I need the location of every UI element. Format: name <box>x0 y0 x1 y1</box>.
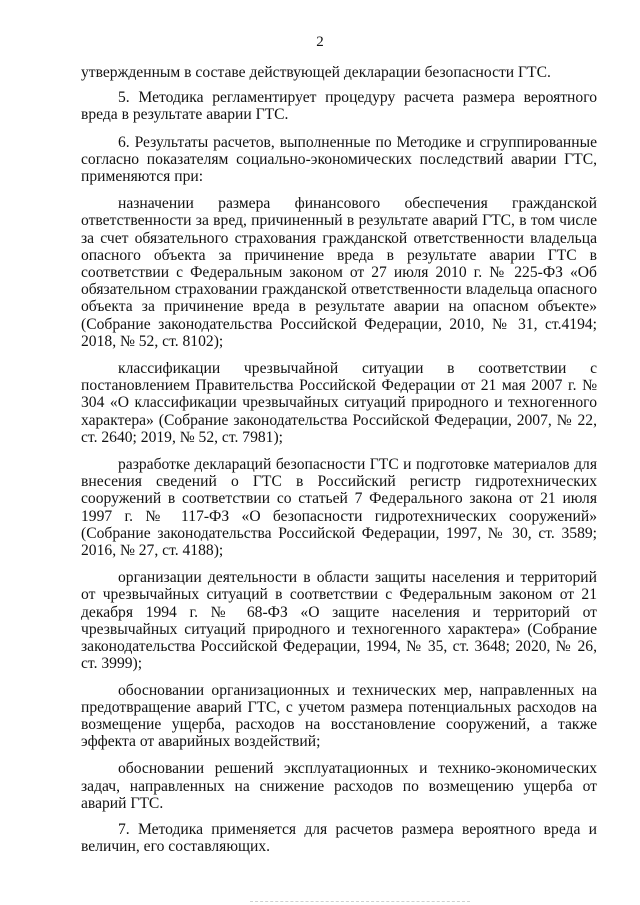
paragraph-insurance: назначении размера финансового обеспечения гражданской ответственности за вред, причиненный в результате аварий ГТС, в том числе за счет обязательного страхования гражданской ответственности владельца опасного объекта за причинение вреда в результате аварии ГТС в соответствии с Федеральным законом от 27 июля 2010 г. № 225-ФЗ «Об обязательном страховании гражданской ответственности владельца опасного объекта за причинение вреда в результате аварии на опасном объекте» (Собрание законодательства Российской Федерации, 2010, № 31, ст.4194; 2018, № 52, ст. 8102); <box>81 195 597 350</box>
paragraph-item-7: 7. Методика применяется для расчетов размера вероятного вреда и величин, его составляющих. <box>81 820 597 856</box>
page-number: 2 <box>316 34 324 50</box>
paragraph-operational-decisions: обосновании решений эксплуатационных и технико-экономических задач, направленных на снижение расходов по возмещению ущерба от аварий ГТС. <box>81 760 597 812</box>
paragraph-continuation: утвержденным в составе действующей декларации безопасности ГТС. <box>81 64 551 81</box>
document-body <box>81 64 597 855</box>
paragraph-emergency-classification: классификации чрезвычайной ситуации в соответствии с постановлением Правительства Российской Федерации от 21 мая 2007 г. № 304 «О классификации чрезвычайных ситуаций природного и техногенного характера» (Собрание законодательства Российской Федерации, 2007, № 22, ст. 2640; 2019, № 52, ст. 7981); <box>81 360 597 446</box>
paragraph-item-6: 6. Результаты расчетов, выполненные по Методике и сгруппированные согласно показателям социально-экономических последствий аварии ГТС, применяются при: <box>81 133 597 186</box>
paragraph-population-protection: организации деятельности в области защиты населения и территорий от чрезвычайных ситуаций в соответствии с Федеральным законом от 21 декабря 1994 г. № 68-ФЗ «О защите населения и территорий от чрезвычайных ситуаций природного и техногенного характера» (Собрание законодательства Российской Федерации, 1994, № 35, ст. 3648; 2020, № 26, ст. 3999); <box>81 569 597 673</box>
paragraph-safety-declarations: разработке деклараций безопасности ГТС и подготовке материалов для внесения сведений о ГТС в Российский регистр гидротехнических сооружений в соответствии со статьей 7 Федерального закона от 21 июля 1997 г. № 117-ФЗ «О безопасности гидротехнических сооружений» (Собрание законодательства Российской Федерации, 1997, № 30, ст. 3589; 2016, № 27, ст. 4188); <box>81 456 597 560</box>
paragraph-organizational-measures: обосновании организационных и технических мер, направленных на предотвращение аварий ГТС, с учетом размера потенциальных расходов на возмещение ущерба, расходов на восстановление сооружений, а также эффекта от аварийных воздействий; <box>81 681 597 751</box>
scan-edge-divider <box>250 901 470 902</box>
paragraph-item-5: 5. Методика регламентирует процедуру расчета размера вероятного вреда в результате аварии ГТС. <box>81 89 597 124</box>
